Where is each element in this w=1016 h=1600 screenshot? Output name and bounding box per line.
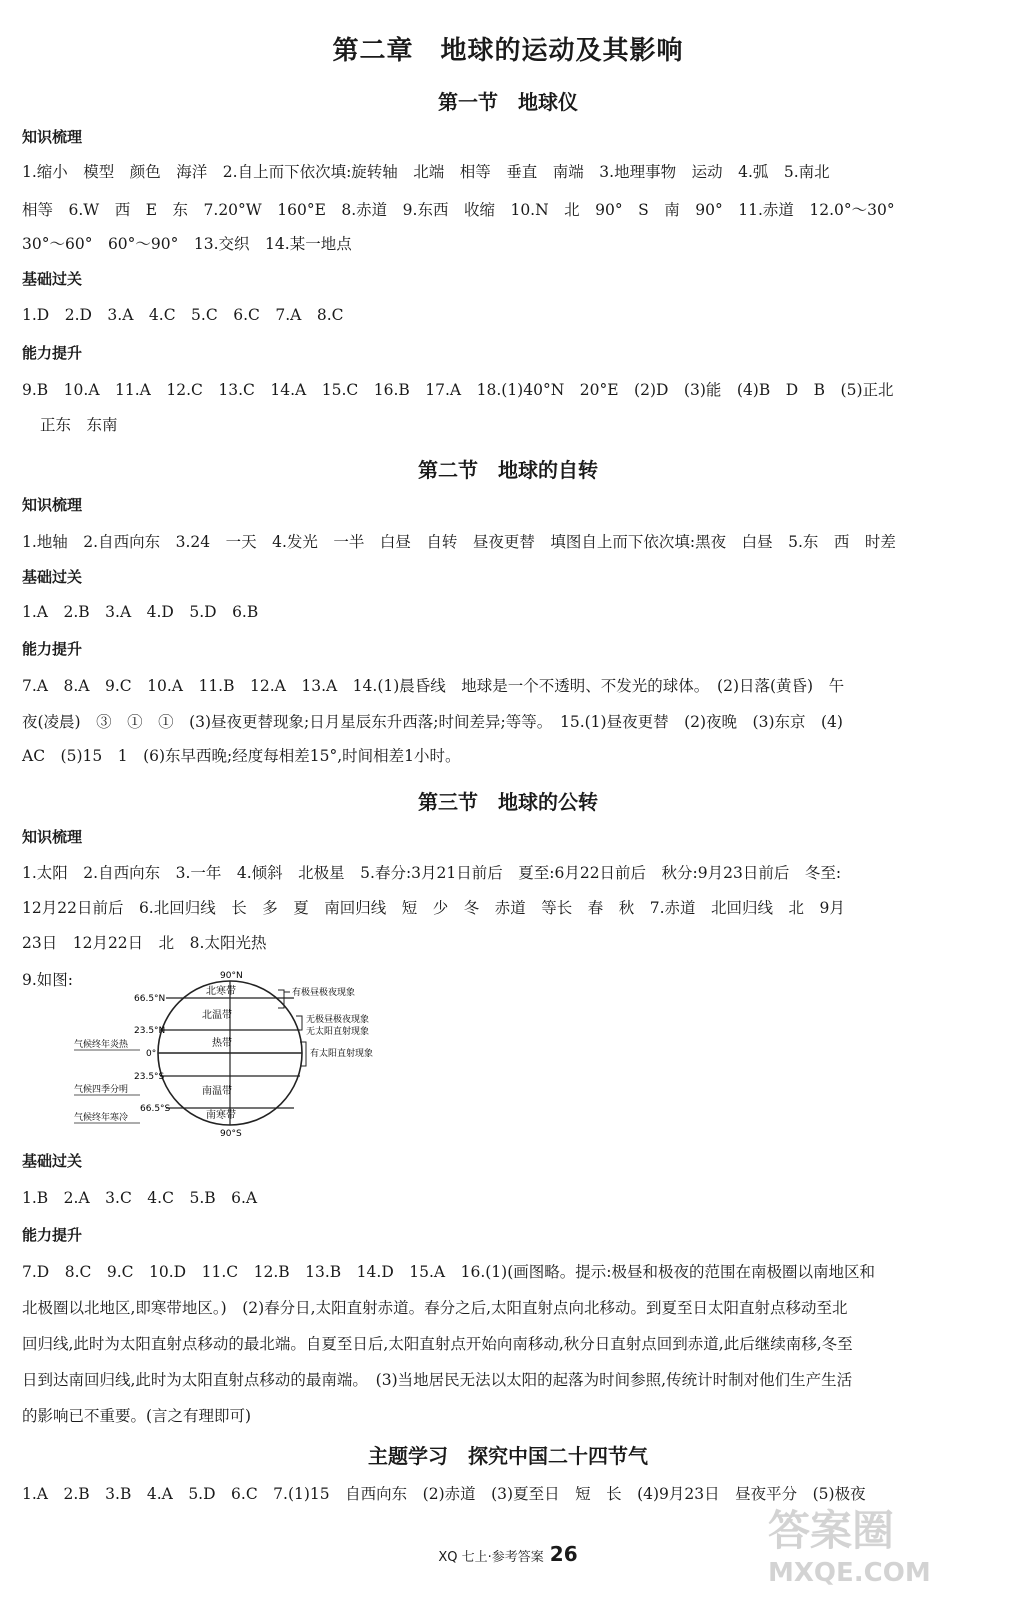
lat-label: 23.5°S (134, 1072, 165, 1082)
lat-label: 66.5°N (134, 994, 166, 1004)
knowledge-line: 1.太阳 2.自西向东 3.一年 4.倾斜 北极星 5.春分:3月21日前后 夏至:6月22日前后 秋分:9月23日前后 冬至: (22, 864, 842, 882)
lat-label: 90°S (220, 1129, 242, 1138)
zone-label: 南寒带 (206, 1110, 236, 1121)
ability-line: 7.A 8.A 9.C 10.A 11.B 12.A 13.A 14.(1)晨昏线 地球是一个不透明、不发光的球体。 (2)日落(黄昏) 午 (22, 677, 845, 695)
lat-label: 23.5°N (134, 1026, 166, 1036)
ability-label-1: 能力提升 (22, 344, 83, 362)
knowledge-line: 23日 12月22日 北 8.太阳光热 (22, 934, 267, 952)
ability-line: 夜(凌晨) ③ ① ① (3)昼夜更替现象;日月星辰东升西落;时间差异;等等。 15.(1)昼夜更替 (2)夜晚 (3)东京 (4) (22, 713, 843, 731)
knowledge-line: 12月22日前后 6.北回归线 长 多 夏 南回归线 短 少 冬 赤道 等长 春 秋 7.赤道 北回归线 北 9月 (22, 899, 845, 917)
knowledge-label-2: 知识梳理 (22, 496, 83, 514)
footer-prefix: XQ 七上·参考答案 (438, 1550, 544, 1565)
right-label: 有极昼极夜现象 (292, 988, 356, 998)
right-label: 无太阳直射现象 (306, 1027, 370, 1037)
zone-label: 南温带 (202, 1086, 232, 1097)
knowledge-line: 相等 6.W 西 E 东 7.20°W 160°E 8.赤道 9.东西 收缩 10.N 北 90° S 南 90° 11.赤道 12.0°～30° (22, 201, 895, 219)
ability-line: 的影响已不重要。(言之有理即可) (22, 1407, 252, 1425)
left-label: 气候终年寒冷 (74, 1113, 129, 1123)
right-label: 有太阳直射现象 (310, 1049, 374, 1059)
ability-line: 7.D 8.C 9.C 10.D 11.C 12.B 13.B 14.D 15.A 16.(1)(画图略。提示:极昼和极夜的范围在南极圈以南地区和 (22, 1263, 875, 1281)
ability-line: 日到达南回归线,此时为太阳直射点移动的最南端。 (3)当地居民无法以太阳的起落为时间参照,传统计时制对他们生产生活 (22, 1371, 853, 1389)
knowledge-label-3: 知识梳理 (22, 828, 83, 846)
knowledge-line: 1.缩小 模型 颜色 海洋 2.自上而下依次填:旋转轴 北端 相等 垂直 南端 3.地理事物 运动 4.弧 5.南北 (22, 163, 830, 181)
theme-answer-line: 1.A 2.B 3.B 4.A 5.D 6.C 7.(1)15 自西向东 (2)赤道 (3)夏至日 短 长 (4)9月23日 昼夜平分 (5)极夜 (22, 1485, 866, 1503)
watermark-text: 答案圈 (768, 1506, 895, 1555)
basic-line: 1.D 2.D 3.A 4.C 5.C 6.C 7.A 8.C (22, 306, 344, 324)
ability-line: 北极圈以北地区,即寒带地区。) (2)春分日,太阳直射赤道。春分之后,太阳直射点向北移动。到夏至日太阳直射点移动至北 (22, 1299, 848, 1317)
left-label: 气候四季分明 (74, 1085, 129, 1095)
lat-label: 66.5°S (140, 1104, 171, 1114)
right-label: 无极昼极夜现象 (306, 1015, 370, 1025)
zone-label: 北寒带 (206, 986, 236, 997)
basic-label-1: 基础过关 (22, 270, 83, 288)
ability-label-3: 能力提升 (22, 1226, 83, 1244)
zone-label: 北温带 (202, 1010, 232, 1021)
watermark-url: MXQE.COM (768, 1558, 931, 1588)
ability-line: 9.B 10.A 11.A 12.C 13.C 14.A 15.C 16.B 17.A 18.(1)40°N 20°E (2)D (3)能 (4)B D B (5)正北 (22, 381, 894, 399)
latitude-zones-diagram (70, 968, 430, 1138)
knowledge-line: 30°～60° 60°～90° 13.交织 14.某一地点 (22, 235, 352, 253)
basic-line: 1.B 2.A 3.C 4.C 5.B 6.A (22, 1189, 258, 1207)
lat-label: 0° (146, 1049, 157, 1059)
basic-label-2: 基础过关 (22, 568, 83, 586)
section-title-3: 第三节 地球的公转 (418, 790, 598, 814)
section-title-2: 第二节 地球的自转 (418, 458, 598, 482)
basic-label-3: 基础过关 (22, 1152, 83, 1170)
knowledge-line: 1.地轴 2.自西向东 3.24 一天 4.发光 一半 白昼 自转 昼夜更替 填图自上而下依次填:黑夜 白昼 5.东 西 时差 (22, 533, 896, 551)
basic-line: 1.A 2.B 3.A 4.D 5.D 6.B (22, 603, 259, 621)
knowledge-label-1: 知识梳理 (22, 128, 83, 146)
page-number: 26 (549, 1542, 578, 1566)
ability-line: 回归线,此时为太阳直射点移动的最北端。自夏至日后,太阳直射点开始向南移动,秋分日直射点回到赤道,此后继续南移,冬至 (22, 1335, 853, 1353)
ability-line: 正东 东南 (40, 416, 118, 434)
chapter-title: 第二章 地球的运动及其影响 (332, 36, 684, 66)
section-title-4: 主题学习 探究中国二十四节气 (368, 1444, 648, 1468)
left-label: 气候终年炎热 (74, 1040, 129, 1050)
ability-line: AC (5)15 1 (6)东早西晚;经度每相差15°,时间相差1小时。 (22, 747, 461, 765)
watermark-logo (768, 1498, 998, 1588)
lat-label: 90°N (220, 971, 243, 981)
figure-intro: 9.如图: (22, 971, 74, 989)
ability-label-2: 能力提升 (22, 640, 83, 658)
section-title-1: 第一节 地球仪 (438, 90, 578, 114)
zone-label: 热带 (212, 1038, 232, 1049)
